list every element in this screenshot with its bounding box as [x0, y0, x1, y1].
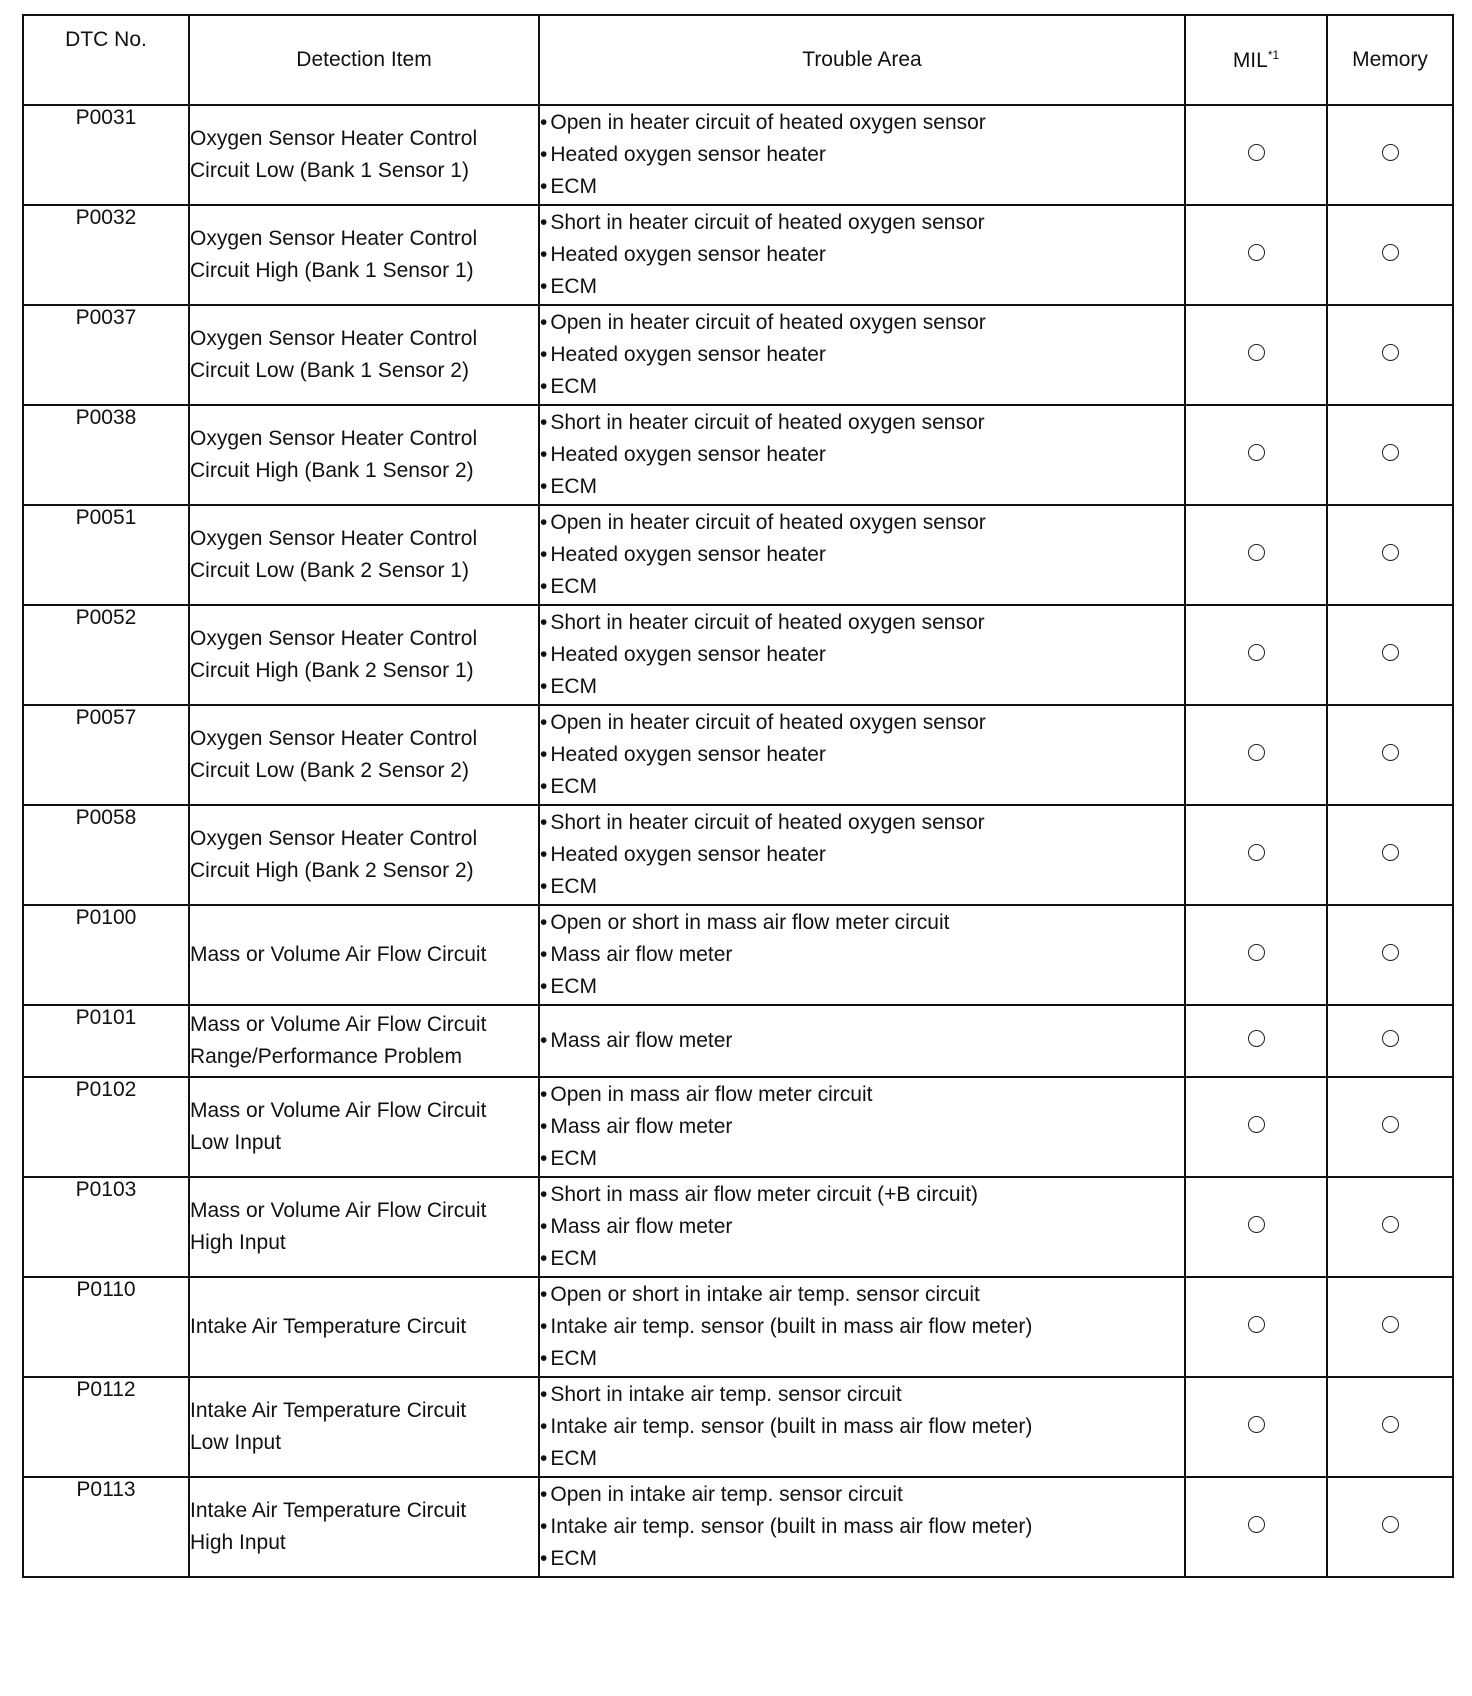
detection-item-line: Mass or Volume Air Flow Circuit	[190, 1013, 487, 1036]
detection-item	[189, 1277, 539, 1377]
trouble-area-item	[540, 307, 1184, 339]
trouble-area-text: Heated oxygen sensor heater	[550, 643, 826, 666]
dtc-code: P0051	[23, 505, 189, 605]
mil-circle-icon	[1248, 344, 1265, 361]
trouble-area-list	[540, 1479, 1184, 1575]
table-row	[23, 605, 1453, 705]
mil-cell	[1185, 605, 1327, 705]
trouble-area-item	[540, 207, 1184, 239]
trouble-area-text: Short in intake air temp. sensor circuit	[550, 1383, 902, 1406]
memory-circle-icon	[1382, 744, 1399, 761]
memory-circle-icon	[1382, 344, 1399, 361]
memory-circle-icon	[1382, 944, 1399, 961]
detection-item-line: Circuit High (Bank 1 Sensor 1)	[190, 259, 474, 282]
trouble-area-text: Heated oxygen sensor heater	[550, 243, 826, 266]
mil-circle-icon	[1248, 844, 1265, 861]
trouble-area-text: Heated oxygen sensor heater	[550, 843, 826, 866]
trouble-area-text: ECM	[550, 1447, 598, 1470]
detection-item-line: Low Input	[190, 1131, 282, 1154]
trouble-area	[539, 605, 1185, 705]
trouble-area-list	[540, 207, 1184, 303]
trouble-area	[539, 905, 1185, 1005]
detection-item	[189, 1005, 539, 1077]
detection-item-line: Oxygen Sensor Heater Control	[190, 327, 478, 350]
trouble-area-item	[540, 407, 1184, 439]
trouble-area-item	[540, 807, 1184, 839]
trouble-area-list	[540, 1179, 1184, 1275]
memory-cell	[1327, 1077, 1453, 1177]
detection-item	[189, 1177, 539, 1277]
trouble-area-list	[540, 1025, 1184, 1057]
trouble-area	[539, 405, 1185, 505]
mil-cell	[1185, 1005, 1327, 1077]
detection-item-line: Oxygen Sensor Heater Control	[190, 827, 478, 850]
trouble-area-text: Short in heater circuit of heated oxygen sensor	[550, 811, 985, 834]
trouble-area-item	[540, 739, 1184, 771]
table-row	[23, 1005, 1453, 1077]
trouble-area-item	[540, 1379, 1184, 1411]
detection-item-line: Range/Performance Problem	[190, 1045, 462, 1068]
trouble-area-list	[540, 307, 1184, 403]
trouble-area-text: ECM	[550, 975, 598, 998]
trouble-area-text: Short in heater circuit of heated oxygen sensor	[550, 211, 985, 234]
memory-circle-icon	[1382, 844, 1399, 861]
trouble-area-text: ECM	[550, 1147, 598, 1170]
mil-circle-icon	[1248, 944, 1265, 961]
detection-item-line: Circuit High (Bank 1 Sensor 2)	[190, 459, 474, 482]
trouble-area-list	[540, 1379, 1184, 1475]
trouble-area-text: ECM	[550, 675, 598, 698]
trouble-area-text: Heated oxygen sensor heater	[550, 743, 826, 766]
trouble-area-item	[540, 771, 1184, 803]
trouble-area-item	[540, 471, 1184, 503]
mil-circle-icon	[1248, 1116, 1265, 1133]
trouble-area-item	[540, 1079, 1184, 1111]
trouble-area-list	[540, 407, 1184, 503]
trouble-area	[539, 705, 1185, 805]
trouble-area-text: Open in heater circuit of heated oxygen sensor	[550, 111, 986, 134]
trouble-area-item	[540, 707, 1184, 739]
trouble-area-item	[540, 1143, 1184, 1175]
detection-item-line: Intake Air Temperature Circuit	[190, 1499, 467, 1522]
trouble-area-text: Intake air temp. sensor (built in mass air flow meter)	[550, 1515, 1033, 1538]
table-row	[23, 1277, 1453, 1377]
trouble-area	[539, 205, 1185, 305]
header-row	[23, 15, 1453, 105]
dtc-code: P0058	[23, 805, 189, 905]
memory-cell	[1327, 305, 1453, 405]
memory-cell	[1327, 505, 1453, 605]
mil-cell	[1185, 805, 1327, 905]
trouble-area-text: ECM	[550, 175, 598, 198]
trouble-area-text: Open in heater circuit of heated oxygen sensor	[550, 711, 986, 734]
memory-cell	[1327, 1177, 1453, 1277]
trouble-area-text: ECM	[550, 475, 598, 498]
trouble-area-text: Open in heater circuit of heated oxygen sensor	[550, 311, 986, 334]
trouble-area	[539, 1177, 1185, 1277]
table-row	[23, 505, 1453, 605]
header-mil	[1185, 15, 1327, 105]
trouble-area-item	[540, 1479, 1184, 1511]
trouble-area-item	[540, 339, 1184, 371]
mil-circle-icon	[1248, 644, 1265, 661]
trouble-area-item	[540, 939, 1184, 971]
dtc-code: P0101	[23, 1005, 189, 1077]
trouble-area-item	[540, 507, 1184, 539]
trouble-area-item	[540, 1311, 1184, 1343]
trouble-area-text: ECM	[550, 1347, 598, 1370]
mil-circle-icon	[1248, 144, 1265, 161]
trouble-area-item	[540, 439, 1184, 471]
detection-item-line: Low Input	[190, 1431, 282, 1454]
trouble-area	[539, 1377, 1185, 1477]
trouble-area-text: ECM	[550, 775, 598, 798]
header-mil-footnote: *1	[1267, 47, 1280, 62]
memory-circle-icon	[1382, 1116, 1399, 1133]
trouble-area-text: Mass air flow meter	[550, 1215, 733, 1238]
mil-circle-icon	[1248, 1216, 1265, 1233]
trouble-area	[539, 305, 1185, 405]
table-row	[23, 305, 1453, 405]
trouble-area-text: ECM	[550, 575, 598, 598]
table-row	[23, 1377, 1453, 1477]
dtc-code: P0038	[23, 405, 189, 505]
memory-circle-icon	[1382, 544, 1399, 561]
header-memory: Memory	[1327, 15, 1453, 105]
trouble-area-text: Open in mass air flow meter circuit	[550, 1083, 873, 1106]
detection-item-line: Circuit High (Bank 2 Sensor 2)	[190, 859, 474, 882]
detection-item	[189, 1077, 539, 1177]
trouble-area-item	[540, 1343, 1184, 1375]
mil-circle-icon	[1248, 1316, 1265, 1333]
trouble-area-item	[540, 571, 1184, 603]
trouble-area-text: Heated oxygen sensor heater	[550, 343, 826, 366]
detection-item	[189, 1377, 539, 1477]
header-trouble-area: Trouble Area	[539, 15, 1185, 105]
memory-cell	[1327, 205, 1453, 305]
memory-cell	[1327, 805, 1453, 905]
trouble-area-item	[540, 1243, 1184, 1275]
trouble-area-text: Short in heater circuit of heated oxygen sensor	[550, 611, 985, 634]
detection-item-line: Circuit Low (Bank 2 Sensor 1)	[190, 559, 469, 582]
detection-item-line: Circuit High (Bank 2 Sensor 1)	[190, 659, 474, 682]
detection-item-line: Intake Air Temperature Circuit	[190, 1399, 467, 1422]
dtc-code: P0057	[23, 705, 189, 805]
mil-circle-icon	[1248, 544, 1265, 561]
detection-item	[189, 305, 539, 405]
detection-item-line: Mass or Volume Air Flow Circuit	[190, 1099, 487, 1122]
detection-item-line: Oxygen Sensor Heater Control	[190, 527, 478, 550]
trouble-area-text: Heated oxygen sensor heater	[550, 443, 826, 466]
trouble-area-text: ECM	[550, 875, 598, 898]
mil-cell	[1185, 1377, 1327, 1477]
trouble-area-list	[540, 807, 1184, 903]
trouble-area	[539, 1077, 1185, 1177]
mil-cell	[1185, 505, 1327, 605]
trouble-area-text: Open or short in mass air flow meter circuit	[550, 911, 950, 934]
table-row	[23, 1177, 1453, 1277]
mil-cell	[1185, 1277, 1327, 1377]
trouble-area-list	[540, 107, 1184, 203]
mil-cell	[1185, 105, 1327, 205]
trouble-area-text: Intake air temp. sensor (built in mass air flow meter)	[550, 1315, 1033, 1338]
trouble-area	[539, 505, 1185, 605]
trouble-area-list	[540, 707, 1184, 803]
trouble-area-text: Heated oxygen sensor heater	[550, 143, 826, 166]
trouble-area-text: Short in mass air flow meter circuit (+B circuit)	[550, 1183, 979, 1206]
memory-circle-icon	[1382, 1516, 1399, 1533]
detection-item-line: Circuit Low (Bank 1 Sensor 2)	[190, 359, 469, 382]
memory-circle-icon	[1382, 244, 1399, 261]
detection-item	[189, 605, 539, 705]
detection-item-line: High Input	[190, 1531, 286, 1554]
trouble-area	[539, 805, 1185, 905]
memory-circle-icon	[1382, 1316, 1399, 1333]
memory-cell	[1327, 1005, 1453, 1077]
dtc-code: P0112	[23, 1377, 189, 1477]
trouble-area-text: Open in intake air temp. sensor circuit	[550, 1483, 903, 1506]
trouble-area-text: Heated oxygen sensor heater	[550, 543, 826, 566]
table-row	[23, 405, 1453, 505]
mil-circle-icon	[1248, 244, 1265, 261]
mil-cell	[1185, 1477, 1327, 1577]
memory-circle-icon	[1382, 1030, 1399, 1047]
trouble-area-item	[540, 1025, 1184, 1057]
mil-cell	[1185, 305, 1327, 405]
trouble-area-text: Intake air temp. sensor (built in mass air flow meter)	[550, 1415, 1033, 1438]
trouble-area-list	[540, 907, 1184, 1003]
mil-circle-icon	[1248, 1516, 1265, 1533]
detection-item-line: High Input	[190, 1231, 286, 1254]
table-row	[23, 105, 1453, 205]
header-dtc-no: DTC No.	[23, 15, 189, 105]
detection-item-line: Oxygen Sensor Heater Control	[190, 727, 478, 750]
trouble-area-item	[540, 1511, 1184, 1543]
detection-item	[189, 1477, 539, 1577]
trouble-area-text: Mass air flow meter	[550, 943, 733, 966]
trouble-area-list	[540, 607, 1184, 703]
trouble-area-list	[540, 1279, 1184, 1375]
dtc-code: P0032	[23, 205, 189, 305]
trouble-area-text: ECM	[550, 375, 598, 398]
table-row	[23, 805, 1453, 905]
table-row	[23, 1077, 1453, 1177]
detection-item-line: Mass or Volume Air Flow Circuit	[190, 943, 487, 966]
trouble-area-item	[540, 671, 1184, 703]
detection-item-line: Oxygen Sensor Heater Control	[190, 127, 478, 150]
detection-item-line: Mass or Volume Air Flow Circuit	[190, 1199, 487, 1222]
trouble-area-list	[540, 1079, 1184, 1175]
trouble-area-item	[540, 607, 1184, 639]
trouble-area-text: Open or short in intake air temp. sensor circuit	[550, 1283, 980, 1306]
memory-circle-icon	[1382, 444, 1399, 461]
trouble-area-text: ECM	[550, 1547, 598, 1570]
trouble-area-item	[540, 139, 1184, 171]
dtc-code: P0031	[23, 105, 189, 205]
header-mil-label: MIL	[1232, 48, 1268, 72]
memory-cell	[1327, 905, 1453, 1005]
detection-item-line: Circuit Low (Bank 1 Sensor 1)	[190, 159, 469, 182]
memory-circle-icon	[1382, 644, 1399, 661]
trouble-area-item	[540, 171, 1184, 203]
mil-cell	[1185, 1077, 1327, 1177]
memory-circle-icon	[1382, 144, 1399, 161]
trouble-area-text: Short in heater circuit of heated oxygen sensor	[550, 411, 985, 434]
trouble-area-item	[540, 907, 1184, 939]
dtc-code: P0052	[23, 605, 189, 705]
trouble-area-item	[540, 1443, 1184, 1475]
table-body	[23, 105, 1453, 1577]
trouble-area-item	[540, 1411, 1184, 1443]
trouble-area-item	[540, 1179, 1184, 1211]
trouble-area-item	[540, 1111, 1184, 1143]
trouble-area-item	[540, 1211, 1184, 1243]
dtc-code: P0100	[23, 905, 189, 1005]
mil-cell	[1185, 205, 1327, 305]
trouble-area	[539, 1477, 1185, 1577]
mil-circle-icon	[1248, 444, 1265, 461]
memory-cell	[1327, 405, 1453, 505]
trouble-area-item	[540, 1279, 1184, 1311]
detection-item	[189, 405, 539, 505]
mil-circle-icon	[1248, 744, 1265, 761]
trouble-area-text: Mass air flow meter	[550, 1029, 733, 1052]
memory-cell	[1327, 705, 1453, 805]
mil-cell	[1185, 405, 1327, 505]
detection-item	[189, 705, 539, 805]
detection-item-line: Oxygen Sensor Heater Control	[190, 427, 478, 450]
trouble-area-item	[540, 1543, 1184, 1575]
memory-cell	[1327, 1477, 1453, 1577]
trouble-area	[539, 1005, 1185, 1077]
trouble-area	[539, 105, 1185, 205]
mil-circle-icon	[1248, 1416, 1265, 1433]
table-row	[23, 905, 1453, 1005]
dtc-code: P0037	[23, 305, 189, 405]
memory-cell	[1327, 605, 1453, 705]
header-detection-item: Detection Item	[189, 15, 539, 105]
memory-circle-icon	[1382, 1216, 1399, 1233]
table-row	[23, 1477, 1453, 1577]
trouble-area	[539, 1277, 1185, 1377]
dtc-table	[22, 14, 1454, 1578]
dtc-code: P0103	[23, 1177, 189, 1277]
table-row	[23, 705, 1453, 805]
trouble-area-item	[540, 839, 1184, 871]
detection-item	[189, 505, 539, 605]
trouble-area-item	[540, 371, 1184, 403]
trouble-area-list	[540, 507, 1184, 603]
trouble-area-item	[540, 971, 1184, 1003]
trouble-area-item	[540, 239, 1184, 271]
memory-cell	[1327, 1377, 1453, 1477]
trouble-area-item	[540, 539, 1184, 571]
dtc-code: P0110	[23, 1277, 189, 1377]
detection-item-line: Oxygen Sensor Heater Control	[190, 227, 478, 250]
mil-cell	[1185, 705, 1327, 805]
mil-cell	[1185, 1177, 1327, 1277]
detection-item-line: Oxygen Sensor Heater Control	[190, 627, 478, 650]
detection-item-line: Circuit Low (Bank 2 Sensor 2)	[190, 759, 469, 782]
detection-item	[189, 105, 539, 205]
trouble-area-item	[540, 107, 1184, 139]
memory-circle-icon	[1382, 1416, 1399, 1433]
mil-circle-icon	[1248, 1030, 1265, 1047]
dtc-code: P0102	[23, 1077, 189, 1177]
trouble-area-text: Mass air flow meter	[550, 1115, 733, 1138]
trouble-area-item	[540, 639, 1184, 671]
memory-cell	[1327, 1277, 1453, 1377]
trouble-area-item	[540, 871, 1184, 903]
table-row	[23, 205, 1453, 305]
detection-item-line: Intake Air Temperature Circuit	[190, 1315, 467, 1338]
memory-cell	[1327, 105, 1453, 205]
detection-item	[189, 805, 539, 905]
trouble-area-text: ECM	[550, 275, 598, 298]
detection-item	[189, 205, 539, 305]
trouble-area-item	[540, 271, 1184, 303]
trouble-area-text: ECM	[550, 1247, 598, 1270]
mil-cell	[1185, 905, 1327, 1005]
trouble-area-text: Open in heater circuit of heated oxygen sensor	[550, 511, 986, 534]
detection-item	[189, 905, 539, 1005]
dtc-code: P0113	[23, 1477, 189, 1577]
